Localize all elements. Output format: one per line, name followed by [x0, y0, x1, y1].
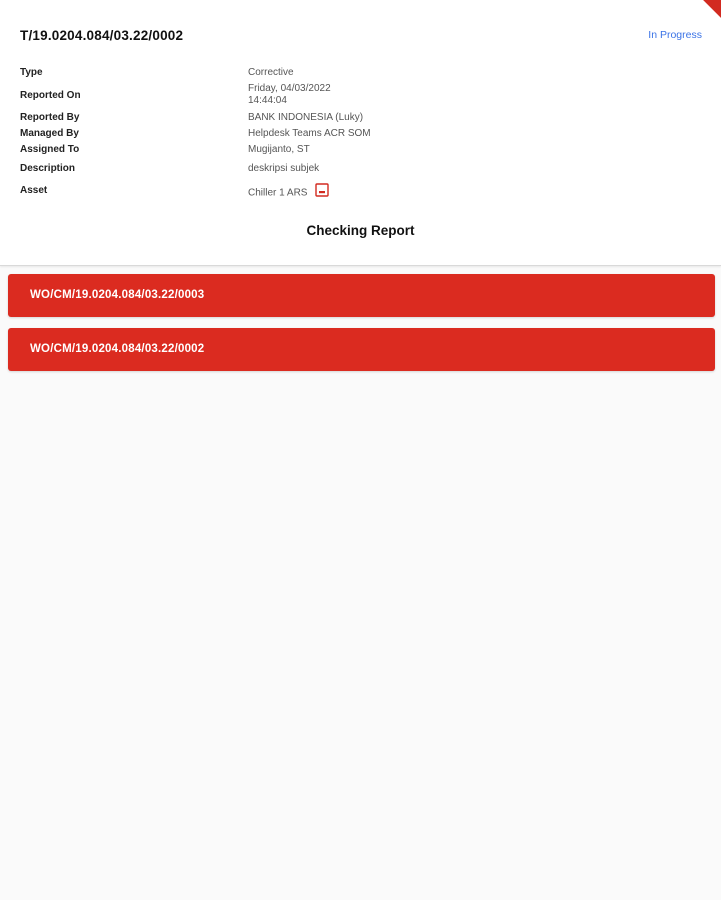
work-order-button[interactable]: [8, 274, 715, 317]
work-order-button[interactable]: [8, 328, 715, 371]
asset-label: Asset: [20, 185, 48, 196]
reported-by-value: BANK INDONESIA (Luky): [248, 112, 364, 123]
managed-by-value: Helpdesk Teams ACR SOM: [248, 128, 371, 139]
reported-by-label: Reported By: [20, 112, 80, 123]
reported-on-label: Reported On: [20, 90, 81, 101]
type-label: Type: [20, 67, 43, 78]
reported-on-value: [248, 83, 331, 107]
reported-on-date: Friday, 04/03/2022: [248, 83, 331, 94]
asset-name: Chiller 1 ARS: [248, 187, 308, 199]
work-order-label: WO/CM/19.0204.084/03.22/0002: [30, 343, 205, 355]
assigned-to-value: Mugijanto, ST: [248, 144, 310, 155]
assigned-to-label: Assigned To: [20, 144, 80, 155]
pdf-icon[interactable]: [315, 183, 329, 201]
description-value: deskripsi subjek: [248, 163, 320, 174]
managed-by-label: Managed By: [20, 128, 79, 139]
checking-report-title: Checking Report: [306, 223, 415, 238]
reported-on-time: 14:44:04: [248, 95, 287, 106]
type-value: Corrective: [248, 67, 294, 78]
ticket-detail-card: [0, 0, 721, 266]
status-label: In Progress: [648, 29, 702, 41]
asset-value: [248, 185, 329, 201]
ticket-id: T/19.0204.084/03.22/0002: [20, 28, 184, 43]
work-order-label: WO/CM/19.0204.084/03.22/0003: [30, 289, 205, 301]
description-label: Description: [20, 163, 76, 174]
debug-banner: [685, 0, 721, 26]
